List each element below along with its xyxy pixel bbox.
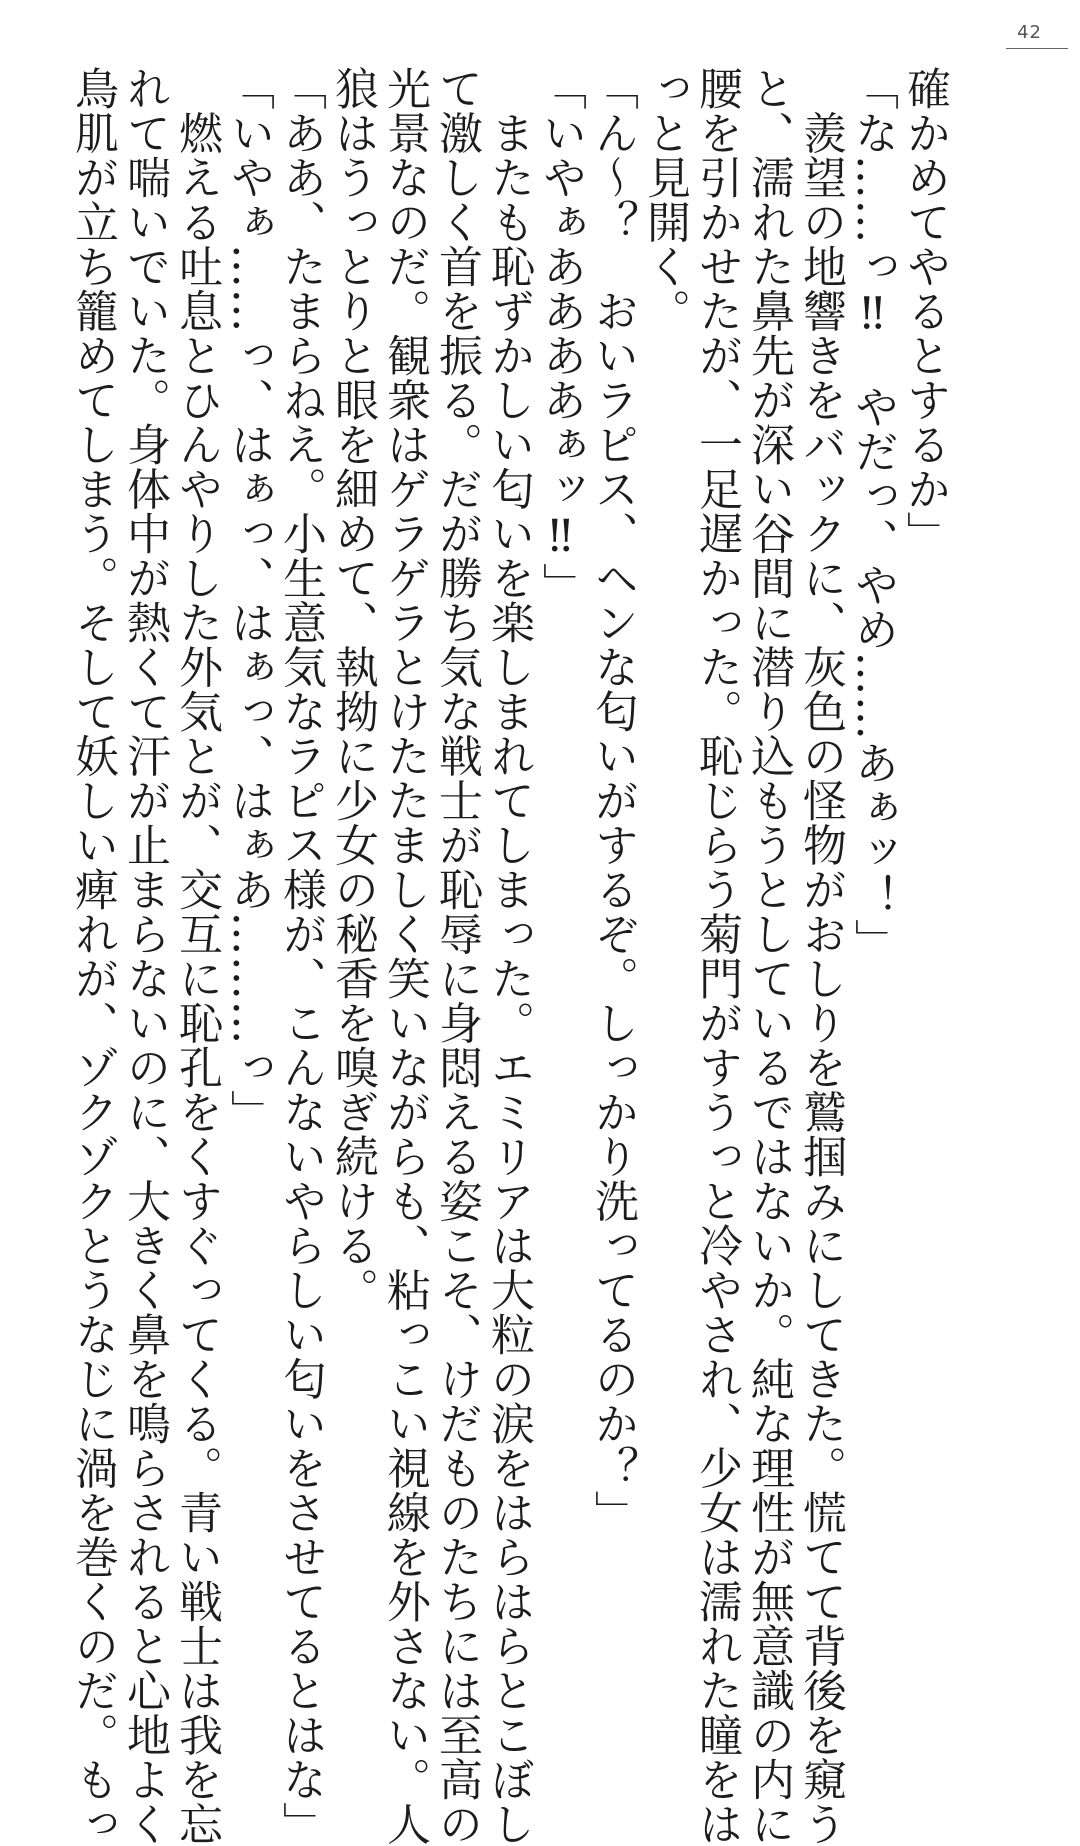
text-line: 鳥肌が立ち籠めてしまう。そして妖しい痺れが、ゾクゾクとうなじに渦を巻くのだ。もっ — [67, 66, 118, 1846]
text-line: と、濡れた鼻先が深い谷間に潜り込もうとしているではないか。純な理性が無意識の内に — [743, 66, 794, 1846]
text-line: またも恥ずかしい匂いを楽しまれてしまった。エミリアは大粒の涙をはらはらとこぼし — [483, 66, 534, 1846]
text-line: て激しく首を振る。だが勝ち気な戦士が恥辱に身悶える姿こそ、けだものたちには至高の — [431, 66, 482, 1846]
text-line: 「な……っ‼ やだっ、やめ……あぁッ！」 — [847, 66, 898, 963]
text-line: 狼はうっとりと眼を細めて、執拗に少女の秘香を嗅ぎ続ける。 — [327, 66, 378, 1312]
page-number: 42 — [1017, 22, 1042, 43]
text-line: 腰を引かせたが、一足遅かった。恥じらう菊門がすうっと冷やされ、少女は濡れた瞳をは — [691, 66, 742, 1846]
text-line: っと見開く。 — [639, 66, 690, 333]
text-line: 光景なのだ。観衆はゲラゲラとけたたましく笑いながらも、粘っこい視線を外さない。人 — [379, 66, 430, 1846]
text-line: 燃える吐息とひんやりした外気とが、交互に恥孔をくすぐってくる。青い戦士は我を忘 — [171, 66, 222, 1846]
text-line: 「いやぁ……っ、はぁっ、はぁっ、はぁあ………っ」 — [223, 66, 274, 1134]
vertical-text-body — [67, 66, 950, 1846]
text-line: れて喘いでいた。身体中が熱くて汗が止まらないのに、大きく鼻を鳴らされると心地よく — [119, 66, 170, 1846]
text-line: 「ああ、たまらねえ。小生意気なラピス様が、こんないやらしい匂いをさせてるとはな」 — [275, 66, 326, 1846]
header-rule — [1006, 48, 1068, 49]
text-line: 「ん〜？ おいラピス、ヘンな匂いがするぞ。しっかり洗ってるのか？」 — [587, 66, 638, 1535]
text-line: 確かめてやるとするか」 — [899, 66, 950, 556]
text-line: 羨望の地響きをバックに、灰色の怪物がおしりを鷲掴みにしてきた。慌てて背後を窺う — [795, 66, 846, 1846]
text-line: 「いやぁああああぁッ‼」 — [535, 66, 586, 607]
